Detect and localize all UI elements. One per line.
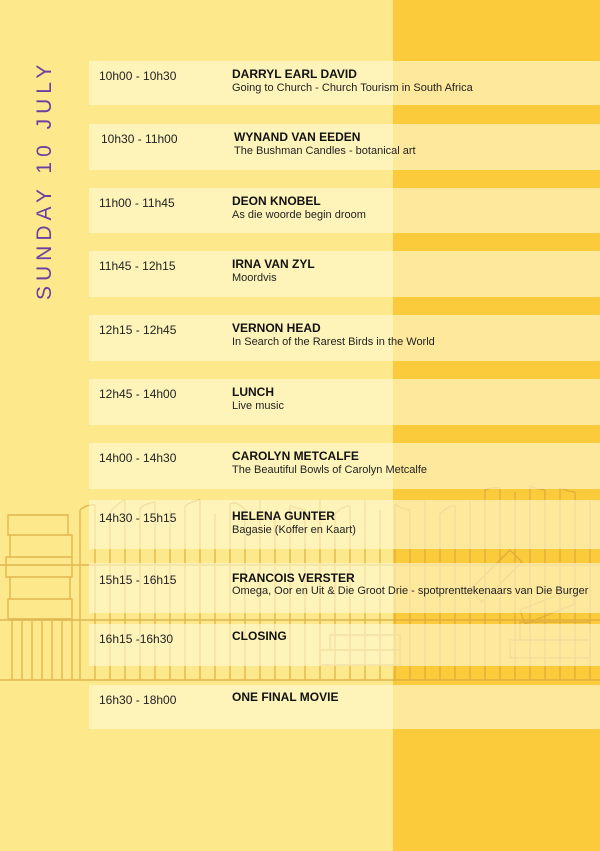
- session-title: Bagasie (Koffer en Kaart): [232, 524, 356, 536]
- program-row: [89, 563, 600, 613]
- speaker-name: VERNON HEAD: [232, 321, 321, 335]
- speaker-name: CLOSING: [232, 629, 287, 643]
- speaker-name: DEON KNOBEL: [232, 194, 321, 208]
- program-row: [89, 443, 600, 489]
- time-slot: 16h30 - 18h00: [99, 693, 177, 707]
- time-slot: 11h00 - 11h45: [99, 196, 175, 210]
- program-row: [89, 124, 600, 170]
- session-title: Live music: [232, 400, 284, 412]
- speaker-name: IRNA VAN ZYL: [232, 257, 315, 271]
- program-row: [89, 624, 600, 666]
- program-row: [89, 61, 600, 105]
- session-title: Going to Church - Church Tourism in South Africa: [232, 82, 473, 94]
- time-slot: 14h00 - 14h30: [99, 451, 177, 465]
- session-title: The Beautiful Bowls of Carolyn Metcalfe: [232, 464, 428, 476]
- session-title: Omega, Oor en Uit & Die Groot Drie - spotprenttekenaars van Die Burger: [232, 585, 589, 597]
- speaker-name: LUNCH: [232, 385, 274, 399]
- speaker-name: FRANCOIS VERSTER: [232, 571, 355, 585]
- time-slot: 10h30 - 11h00: [101, 132, 178, 146]
- speaker-name: DARRYL EARL DAVID: [232, 67, 357, 81]
- program-row: [89, 251, 600, 297]
- speaker-name: HELENA GUNTER: [232, 509, 335, 523]
- time-slot: 14h30 - 15h15: [99, 511, 177, 525]
- time-slot: 16h15 -16h30: [99, 632, 174, 646]
- session-title: Moordvis: [232, 272, 277, 284]
- session-title: As die woorde begin droom: [232, 209, 366, 221]
- speaker-name: ONE FINAL MOVIE: [232, 690, 339, 704]
- time-slot: 12h45 - 14h00: [99, 387, 177, 401]
- program-row: [89, 188, 600, 233]
- time-slot: 10h00 - 10h30: [99, 69, 177, 83]
- program-row: [89, 685, 600, 729]
- speaker-name: CAROLYN METCALFE: [232, 449, 359, 463]
- day-label: SUNDAY 10 JULY: [33, 59, 56, 300]
- time-slot: 11h45 - 12h15: [99, 259, 176, 273]
- program-row: [89, 500, 600, 549]
- program-row: [89, 315, 600, 361]
- program-row: [89, 379, 600, 425]
- session-title: The Bushman Candles - botanical art: [234, 145, 416, 157]
- speaker-name: WYNAND VAN EEDEN: [234, 130, 361, 144]
- session-title: In Search of the Rarest Birds in the World: [232, 336, 435, 348]
- time-slot: 15h15 - 16h15: [99, 573, 177, 587]
- time-slot: 12h15 - 12h45: [99, 323, 177, 337]
